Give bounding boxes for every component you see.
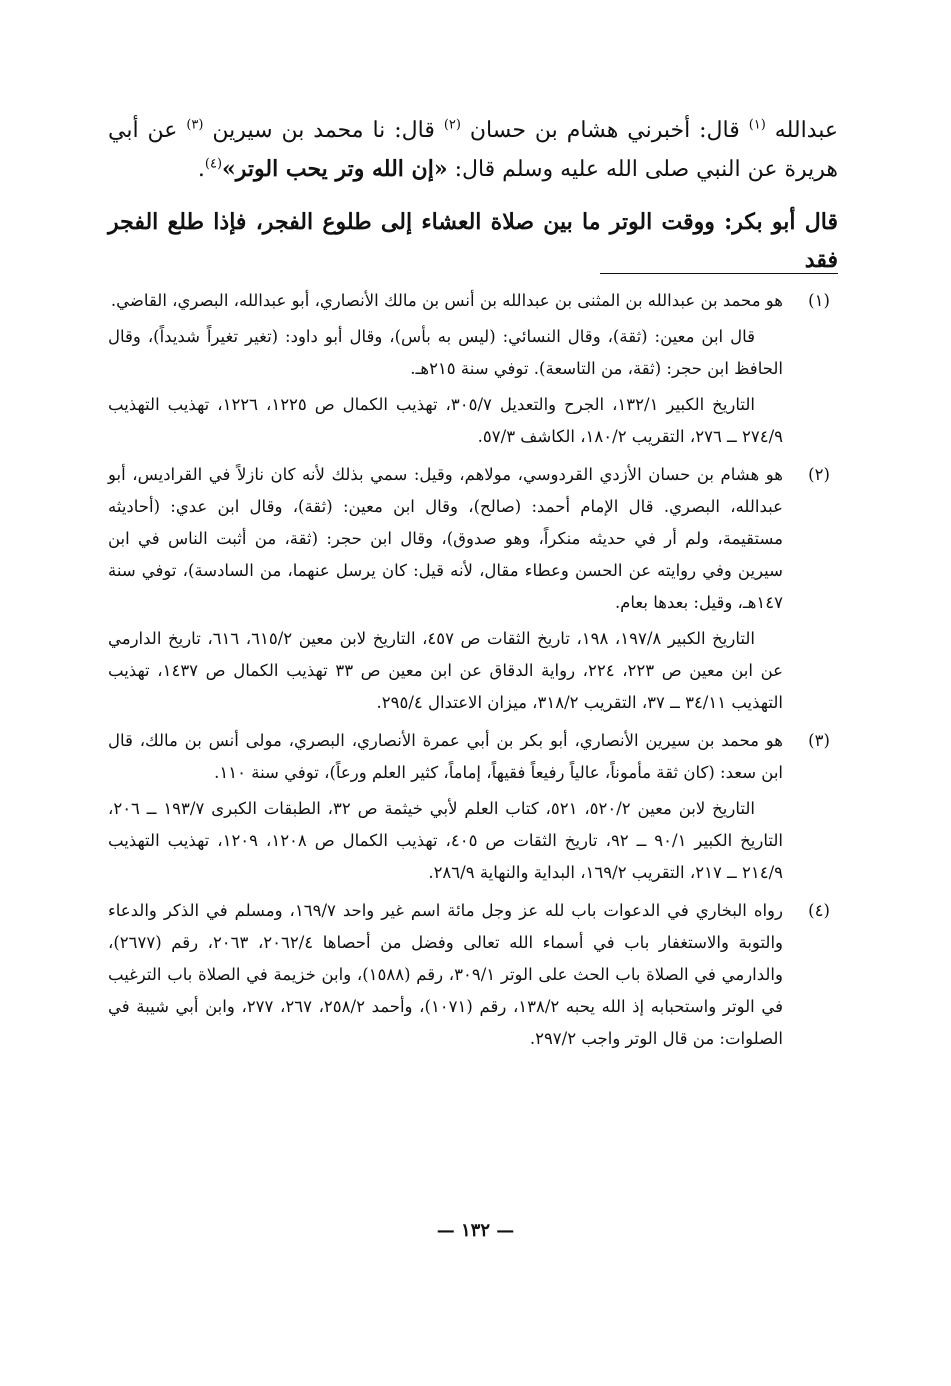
text-run: قال: أخبرني هشام بن حسان: [460, 118, 749, 143]
footnote-number: (٢): [808, 465, 830, 484]
main-text: [108, 112, 838, 279]
footnote-paragraph: رواه البخاري في الدعوات باب لله عز وجل مائة اسم غير واحد ١٦٩/٧، ومسلم في الذكر والدعاء والتوبة والاستغفار باب في أسماء الله تعالى وفضل من أحصاها ٢٠٦٢/٤، ٢٠٦٣، رقم (٢٦٧٧)، والدارمي في الصلاة باب الحث على الوتر ٣٠٩/١، رقم (١٥٨٨)، وابن خزيمة في الصلاة باب الترغيب في الوتر واستحبابه إذ الله يحبه ١٣٨/٢، رقم (١٠٧١)، وأحمد ٢٥٨/٢، ٢٦٧، ٢٧٧، وابن أبي شيبة في الصلوات: من قال الوتر واجب ٢٩٧/٢.: [108, 901, 783, 1048]
footnote-ref-1: (١): [748, 117, 766, 133]
footnote-paragraph: هو هشام بن حسان الأزدي القردوسي، مولاهم، وقيل: سمي بذلك لأنه كان نازلاً في القراديس، أبو عبدالله، البصري. قال الإمام أحمد: (صالح)، وقال ابن معين: (ثقة)، وقال ابن عدي: (أحاديثه مستقيمة، ولم أر في حديثه منكراً، وهو صدوق)، وقال ابن حجر: (ثقة، من أثبت الناس في ابن سيرين وفي روايته عن الحسن وعطاء مقال، لأنه قيل: كان يرسل عنهما، من السادسة)، توفي سنة ١٤٧هـ، وقيل: بعدها بعام.: [108, 465, 783, 612]
footnote-paragraph: التاريخ الكبير ١٣٢/١، الجرح والتعديل ٣٠٥/٧، تهذيب الكمال ص ١٢٢٥، ١٢٢٦، تهذيب التهذيب ٢٧٤/٩ ــ ٢٧٦، التقريب ١٨٠/٢، الكاشف ٥٧/٣.: [108, 395, 783, 446]
footnote-1: [108, 285, 843, 453]
hadith-quote: «إن الله وتر يحب الوتر»: [222, 156, 448, 182]
footnote-number: (٣): [808, 731, 830, 750]
footnote-ref-2: (٢): [443, 117, 461, 133]
footnote-ref-3: (٣): [186, 117, 204, 133]
text-run: عن أبي هريرة عن النبي صلى الله عليه وسلم قال:: [108, 118, 838, 182]
footnote-paragraph: التاريخ الكبير ١٩٧/٨، ١٩٨، تاريخ الثقات ص ٤٥٧، التاريخ لابن معين ٦١٥/٢، ٦١٦، تاريخ الدارمي عن ابن معين ص ٢٢٣، ٢٢٤، رواية الدقاق عن ابن معين ص ٣٣ تهذيب الكمال ص ١٤٣٧، تهذيب التهذيب ٣٤/١١ ــ ٣٧، التقريب ٣١٨/٢، ميزان الاعتدال ٢٩٥/٤.: [108, 629, 783, 712]
footnotes: [108, 285, 843, 1061]
footnote-4: [108, 895, 843, 1055]
footnote-number: (٤): [808, 901, 830, 920]
footnote-ref-4: (٤): [204, 156, 223, 172]
main-paragraph-1: [108, 112, 838, 189]
text-run: قال: نا محمد بن سيرين: [203, 118, 444, 143]
text-run: .: [197, 157, 205, 182]
main-paragraph-2: قال أبو بكر: ووقت الوتر ما بين صلاة العشاء إلى طلوع الفجر، فإذا طلع الفجر فقد: [108, 209, 838, 273]
footnote-3: [108, 725, 843, 889]
footnote-separator: [600, 273, 838, 274]
footnote-2: [108, 459, 843, 719]
footnote-paragraph: التاريخ لابن معين ٥٢٠/٢، ٥٢١، كتاب العلم لأبي خيثمة ص ٣٢، الطبقات الكبرى ١٩٣/٧ ــ ٢٠٦، التاريخ الكبير ٩٠/١ ــ ٩٢، تاريخ الثقات ص ٤٠٥، تهذيب الكمال ص ١٢٠٨، ١٢٠٩، تهذيب التهذيب ٢١٤/٩ ــ ٢١٧، التقريب ١٦٩/٢، البداية والنهاية ٢٨٦/٩.: [108, 799, 783, 882]
text-run: عبدالله: [765, 118, 838, 143]
footnote-paragraph: هو محمد بن سيرين الأنصاري، أبو بكر بن أبي عمرة الأنصاري، البصري، مولى أنس بن مالك، قال ابن سعد: (كان ثقة مأموناً، عالياً رفيعاً فقيهاً، إماماً، كثير العلم ورعاً)، توفي سنة ١١٠.: [108, 731, 783, 782]
footnote-number: (١): [808, 291, 830, 310]
footnote-paragraph: قال ابن معين: (ثقة)، وقال النسائي: (ليس به بأس)، وقال أبو داود: (تغير تغيراً شديداً)، وقال الحافظ ابن حجر: (ثقة، من التاسعة). توفي سنة ٢١٥هـ.: [108, 327, 783, 378]
page-number: — ١٣٢ —: [436, 1220, 515, 1241]
footnote-paragraph: هو محمد بن عبدالله بن المثنى بن عبدالله بن أنس بن مالك الأنصاري، أبو عبدالله، البصري، القاضي.: [110, 291, 783, 310]
